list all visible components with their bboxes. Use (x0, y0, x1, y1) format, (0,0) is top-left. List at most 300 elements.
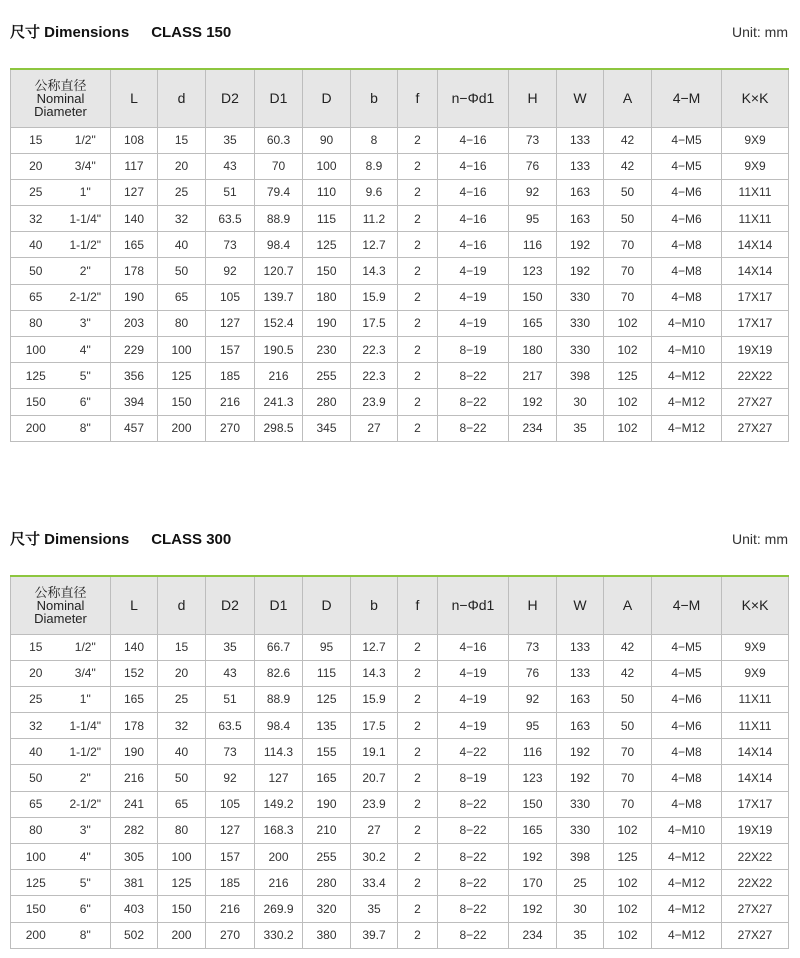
table-cell: 102 (604, 337, 652, 363)
table-cell: 80 (158, 817, 206, 843)
table-cell: 35 (557, 922, 604, 948)
table-cell: 157 (206, 337, 255, 363)
table-cell: 8 (351, 127, 398, 153)
table-cell: 163 (557, 179, 604, 205)
table-cell: 30 (557, 389, 604, 415)
col-header-D2: D2 (206, 576, 255, 634)
table-cell: 125 (11, 870, 61, 896)
col-header-D2: D2 (206, 69, 255, 127)
table-cell: 216 (255, 363, 303, 389)
section-header (0, 507, 800, 575)
table-row (11, 634, 789, 660)
unit-label: Unit: mm (732, 531, 788, 547)
table-cell: 35 (206, 127, 255, 153)
table-row (11, 739, 789, 765)
table-cell: 255 (303, 844, 351, 870)
table-cell: 88.9 (255, 206, 303, 232)
table-cell: 2 (398, 791, 438, 817)
table-cell: 163 (557, 206, 604, 232)
table-cell: 1" (61, 179, 111, 205)
table-cell: 5" (61, 363, 111, 389)
table-cell: 65 (158, 284, 206, 310)
table-cell: 398 (557, 363, 604, 389)
table-cell: 4−M12 (652, 896, 722, 922)
table-cell: 178 (111, 258, 158, 284)
table-cell: 2 (398, 660, 438, 686)
table-cell: 110 (303, 179, 351, 205)
table-cell: 8−19 (438, 337, 509, 363)
table-cell: 4−16 (438, 153, 509, 179)
table-cell: 27X27 (722, 415, 789, 441)
table-row (11, 127, 789, 153)
table-cell: 105 (206, 284, 255, 310)
table-cell: 457 (111, 415, 158, 441)
table-cell: 4−M6 (652, 713, 722, 739)
dimensions-table (10, 68, 789, 442)
table-cell: 2 (398, 844, 438, 870)
table-cell: 42 (604, 153, 652, 179)
table-cell: 11X11 (722, 179, 789, 205)
table-cell: 11X11 (722, 713, 789, 739)
table-cell: 152 (111, 660, 158, 686)
table-cell: 35 (206, 634, 255, 660)
nominal-en-label-2: Diameter (34, 610, 87, 626)
table-cell: 4−M5 (652, 634, 722, 660)
table-cell: 185 (206, 870, 255, 896)
table-cell: 4−M5 (652, 153, 722, 179)
table-cell: 270 (206, 922, 255, 948)
table-cell: 63.5 (206, 713, 255, 739)
table-cell: 43 (206, 660, 255, 686)
col-header-W: W (557, 576, 604, 634)
table-cell: 22X22 (722, 844, 789, 870)
table-cell: 66.7 (255, 634, 303, 660)
table-cell: 50 (604, 713, 652, 739)
table-cell: 4−16 (438, 179, 509, 205)
table-cell: 200 (255, 844, 303, 870)
table-cell: 100 (11, 844, 61, 870)
table-cell: 4" (61, 337, 111, 363)
table-cell: 92 (509, 179, 557, 205)
table-cell: 150 (509, 791, 557, 817)
table-cell: 280 (303, 870, 351, 896)
table-cell: 22X22 (722, 870, 789, 896)
table-cell: 11.2 (351, 206, 398, 232)
table-cell: 90 (303, 127, 351, 153)
table-cell: 330 (557, 284, 604, 310)
table-cell: 12.7 (351, 634, 398, 660)
table-cell: 2" (61, 765, 111, 791)
table-cell: 2 (398, 179, 438, 205)
table-cell: 19.1 (351, 739, 398, 765)
table-cell: 8−19 (438, 765, 509, 791)
table-row (11, 922, 789, 948)
table-cell: 4" (61, 844, 111, 870)
table-cell: 394 (111, 389, 158, 415)
table-cell: 133 (557, 634, 604, 660)
section-title (10, 21, 231, 42)
table-cell: 190 (111, 284, 158, 310)
table-cell: 8−22 (438, 389, 509, 415)
table-cell: 8−22 (438, 817, 509, 843)
table-cell: 50 (604, 686, 652, 712)
table-cell: 150 (158, 896, 206, 922)
table-cell: 139.7 (255, 284, 303, 310)
table-cell: 22.3 (351, 337, 398, 363)
table-cell: 102 (604, 310, 652, 336)
table-cell: 14X14 (722, 765, 789, 791)
table-cell: 73 (206, 232, 255, 258)
table-cell: 190 (303, 310, 351, 336)
table-cell: 70 (604, 791, 652, 817)
table-row (11, 337, 789, 363)
class-label: CLASS 150 (151, 24, 232, 41)
table-cell: 4−M6 (652, 686, 722, 712)
table-cell: 4−M8 (652, 284, 722, 310)
table-cell: 127 (206, 817, 255, 843)
table-cell: 9.6 (351, 179, 398, 205)
table-cell: 70 (604, 739, 652, 765)
table-cell: 150 (11, 389, 61, 415)
table-cell: 210 (303, 817, 351, 843)
table-cell: 168.3 (255, 817, 303, 843)
table-cell: 50 (158, 765, 206, 791)
table-cell: 133 (557, 660, 604, 686)
table-cell: 135 (303, 713, 351, 739)
table-cell: 1-1/2" (61, 232, 111, 258)
table-cell: 163 (557, 713, 604, 739)
table-cell: 150 (509, 284, 557, 310)
table-cell: 8−22 (438, 922, 509, 948)
table-cell: 123 (509, 765, 557, 791)
table-cell: 23.9 (351, 389, 398, 415)
col-header-n-d1: n−Φd1 (438, 576, 509, 634)
table-cell: 133 (557, 153, 604, 179)
table-cell: 2 (398, 817, 438, 843)
table-cell: 1-1/4" (61, 206, 111, 232)
table-cell: 76 (509, 153, 557, 179)
table-cell: 165 (111, 232, 158, 258)
table-cell: 50 (604, 206, 652, 232)
table-cell: 15.9 (351, 686, 398, 712)
table-cell: 80 (158, 310, 206, 336)
nominal-diameter-header (11, 576, 111, 634)
table-row (11, 206, 789, 232)
table-cell: 115 (303, 660, 351, 686)
table-cell: 1" (61, 686, 111, 712)
section-header (0, 0, 800, 68)
table-cell: 502 (111, 922, 158, 948)
table-row (11, 389, 789, 415)
table-cell: 51 (206, 179, 255, 205)
table-cell: 14X14 (722, 232, 789, 258)
table-cell: 403 (111, 896, 158, 922)
table-cell: 17X17 (722, 310, 789, 336)
table-cell: 330 (557, 817, 604, 843)
table-cell: 216 (206, 389, 255, 415)
table-cell: 12.7 (351, 232, 398, 258)
table-cell: 2 (398, 870, 438, 896)
table-cell: 217 (509, 363, 557, 389)
table-cell: 8−22 (438, 844, 509, 870)
table-cell: 192 (557, 258, 604, 284)
table-cell: 2 (398, 258, 438, 284)
table-cell: 1-1/2" (61, 739, 111, 765)
table-cell: 6" (61, 896, 111, 922)
table-cell: 73 (509, 127, 557, 153)
table-cell: 20.7 (351, 765, 398, 791)
nominal-cn-label: 公称直径 (34, 584, 87, 600)
table-cell: 4−19 (438, 660, 509, 686)
col-header-b: b (351, 576, 398, 634)
table-cell: 4−M12 (652, 415, 722, 441)
table-cell: 4−19 (438, 258, 509, 284)
table-cell: 185 (206, 363, 255, 389)
table-cell: 356 (111, 363, 158, 389)
table-cell: 15 (11, 127, 61, 153)
table-cell: 102 (604, 817, 652, 843)
table-cell: 40 (158, 232, 206, 258)
table-cell: 35 (351, 896, 398, 922)
table-cell: 20 (11, 153, 61, 179)
table-row (11, 870, 789, 896)
header-row (11, 69, 789, 127)
table-row (11, 791, 789, 817)
table-cell: 17X17 (722, 791, 789, 817)
table-cell: 330 (557, 337, 604, 363)
table-cell: 2 (398, 634, 438, 660)
table-cell: 2 (398, 922, 438, 948)
table-cell: 123 (509, 258, 557, 284)
table-cell: 2 (398, 896, 438, 922)
table-cell: 20 (158, 660, 206, 686)
table-cell: 125 (604, 844, 652, 870)
table-cell: 140 (111, 206, 158, 232)
col-header-H: H (509, 576, 557, 634)
table-row (11, 232, 789, 258)
table-cell: 3" (61, 817, 111, 843)
table-cell: 27X27 (722, 896, 789, 922)
table-cell: 115 (303, 206, 351, 232)
table-cell: 98.4 (255, 232, 303, 258)
table-cell: 65 (11, 284, 61, 310)
table-cell: 50 (158, 258, 206, 284)
table-cell: 70 (604, 232, 652, 258)
table-cell: 4−22 (438, 739, 509, 765)
table-cell: 39.7 (351, 922, 398, 948)
table-body (11, 127, 789, 441)
table-cell: 216 (255, 870, 303, 896)
table-cell: 1-1/4" (61, 713, 111, 739)
col-header-L: L (111, 576, 158, 634)
table-cell: 102 (604, 896, 652, 922)
table-cell: 70 (604, 284, 652, 310)
table-cell: 82.6 (255, 660, 303, 686)
col-header-KxK: K×K (722, 576, 789, 634)
table-cell: 234 (509, 922, 557, 948)
table-cell: 116 (509, 232, 557, 258)
table-cell: 255 (303, 363, 351, 389)
col-header-4-M: 4−M (652, 69, 722, 127)
class-label: CLASS 300 (151, 531, 232, 548)
table-cell: 40 (11, 739, 61, 765)
table-cell: 4−M12 (652, 844, 722, 870)
col-header-A: A (604, 576, 652, 634)
table-cell: 2 (398, 415, 438, 441)
table-cell: 280 (303, 389, 351, 415)
table-cell: 165 (509, 310, 557, 336)
table-cell: 9X9 (722, 634, 789, 660)
table-cell: 165 (509, 817, 557, 843)
table-cell: 230 (303, 337, 351, 363)
col-header-d: d (158, 69, 206, 127)
table-cell: 125 (11, 363, 61, 389)
table-cell: 20 (158, 153, 206, 179)
table-cell: 51 (206, 686, 255, 712)
nominal-cn-label: 公称直径 (34, 77, 87, 93)
table-row (11, 415, 789, 441)
table-cell: 19X19 (722, 337, 789, 363)
table-cell: 15 (158, 127, 206, 153)
table-cell: 20 (11, 660, 61, 686)
table-cell: 4−M10 (652, 310, 722, 336)
table-cell: 2 (398, 310, 438, 336)
table-row (11, 844, 789, 870)
table-cell: 95 (509, 713, 557, 739)
table-cell: 116 (509, 739, 557, 765)
table-cell: 27 (351, 817, 398, 843)
table-cell: 92 (509, 686, 557, 712)
table-cell: 33.4 (351, 870, 398, 896)
table-cell: 330.2 (255, 922, 303, 948)
table-cell: 22.3 (351, 363, 398, 389)
table-cell: 380 (303, 922, 351, 948)
table-cell: 149.2 (255, 791, 303, 817)
table-cell: 15 (158, 634, 206, 660)
table-cell: 216 (206, 896, 255, 922)
table-cell: 165 (111, 686, 158, 712)
table-cell: 100 (303, 153, 351, 179)
table-cell: 2 (398, 206, 438, 232)
table-cell: 114.3 (255, 739, 303, 765)
table-cell: 63.5 (206, 206, 255, 232)
col-header-L: L (111, 69, 158, 127)
table-cell: 2" (61, 258, 111, 284)
table-cell: 125 (604, 363, 652, 389)
table-cell: 4−19 (438, 686, 509, 712)
table-cell: 4−19 (438, 284, 509, 310)
table-cell: 17X17 (722, 284, 789, 310)
table-cell: 270 (206, 415, 255, 441)
table-cell: 345 (303, 415, 351, 441)
table-cell: 8−22 (438, 896, 509, 922)
table-cell: 4−M8 (652, 232, 722, 258)
table-cell: 25 (11, 686, 61, 712)
table-cell: 32 (11, 713, 61, 739)
table-cell: 8−22 (438, 870, 509, 896)
nominal-en-label-1: Nominal (36, 597, 85, 613)
table-cell: 192 (557, 232, 604, 258)
table-cell: 150 (303, 258, 351, 284)
table-cell: 117 (111, 153, 158, 179)
table-row (11, 258, 789, 284)
table-cell: 92 (206, 765, 255, 791)
table-cell: 70 (604, 258, 652, 284)
table-cell: 40 (158, 739, 206, 765)
section-title (10, 528, 231, 549)
table-cell: 2-1/2" (61, 791, 111, 817)
table-cell: 157 (206, 844, 255, 870)
table-cell: 190 (303, 791, 351, 817)
table-cell: 4−M5 (652, 127, 722, 153)
col-header-D: D (303, 69, 351, 127)
table-cell: 163 (557, 686, 604, 712)
table-cell: 25 (158, 179, 206, 205)
table-cell: 192 (509, 389, 557, 415)
table-cell: 98.4 (255, 713, 303, 739)
table-cell: 8−22 (438, 415, 509, 441)
table-cell: 192 (509, 844, 557, 870)
table-cell: 190.5 (255, 337, 303, 363)
table-cell: 180 (303, 284, 351, 310)
table-cell: 27X27 (722, 389, 789, 415)
table-cell: 105 (206, 791, 255, 817)
table-row (11, 284, 789, 310)
col-header-d: d (158, 576, 206, 634)
table-cell: 50 (11, 258, 61, 284)
table-row (11, 765, 789, 791)
table-cell: 282 (111, 817, 158, 843)
table-cell: 95 (509, 206, 557, 232)
table-cell: 3/4" (61, 660, 111, 686)
table-cell: 22X22 (722, 363, 789, 389)
table-cell: 320 (303, 896, 351, 922)
table-cell: 70 (255, 153, 303, 179)
col-header-f: f (398, 576, 438, 634)
table-cell: 23.9 (351, 791, 398, 817)
table-cell: 150 (158, 389, 206, 415)
table-cell: 14X14 (722, 739, 789, 765)
nominal-en-label-1: Nominal (36, 90, 85, 106)
table-cell: 4−M8 (652, 765, 722, 791)
nominal-diameter-header (11, 69, 111, 127)
table-cell: 192 (557, 739, 604, 765)
table-cell: 2 (398, 389, 438, 415)
table-cell: 200 (11, 922, 61, 948)
dimensions-table (10, 575, 789, 949)
table-cell: 216 (111, 765, 158, 791)
table-cell: 269.9 (255, 896, 303, 922)
table-cell: 100 (158, 844, 206, 870)
table-cell: 30 (557, 896, 604, 922)
table-cell: 2 (398, 232, 438, 258)
col-header-f: f (398, 69, 438, 127)
table-cell: 3/4" (61, 153, 111, 179)
col-header-D1: D1 (255, 576, 303, 634)
table-cell: 2 (398, 127, 438, 153)
table-cell: 2-1/2" (61, 284, 111, 310)
table-cell: 17.5 (351, 713, 398, 739)
table-cell: 102 (604, 415, 652, 441)
table-cell: 4−M8 (652, 258, 722, 284)
table-cell: 60.3 (255, 127, 303, 153)
table-cell: 120.7 (255, 258, 303, 284)
table-cell: 4−M12 (652, 870, 722, 896)
table-cell: 65 (158, 791, 206, 817)
table-cell: 4−M12 (652, 363, 722, 389)
table-row (11, 686, 789, 712)
table-row (11, 179, 789, 205)
